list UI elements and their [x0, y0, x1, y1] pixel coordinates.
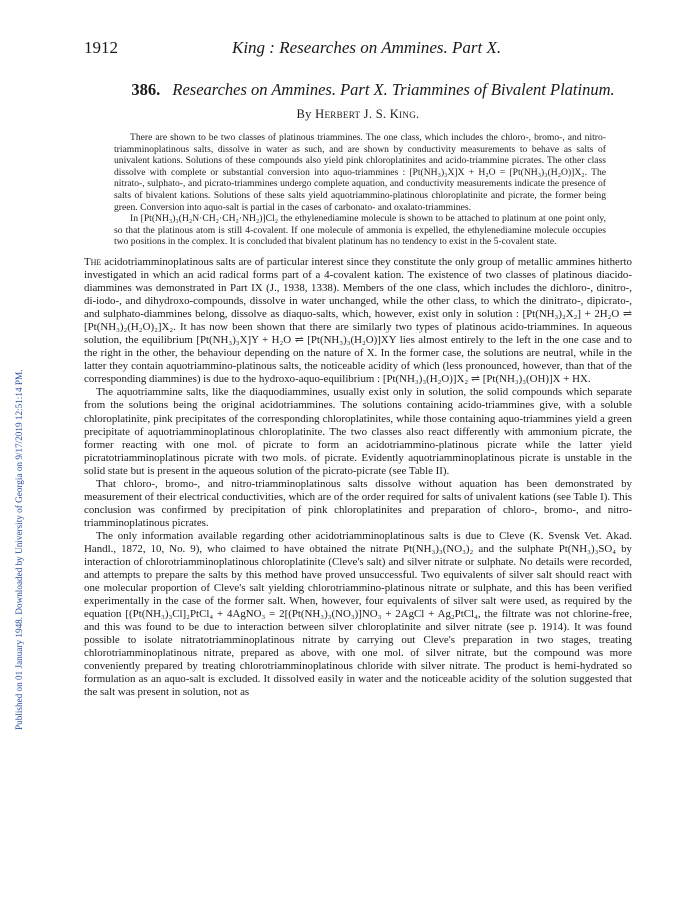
download-stamp-text: Published on 01 January 1948. Downloaded by University of Georgia on 9/17/2019 12:51:14 PM. [14, 369, 24, 730]
article [84, 80, 632, 700]
body-paragraph [84, 256, 632, 386]
download-stamp [2, 130, 24, 730]
body-text [84, 256, 632, 700]
author-line [84, 107, 632, 122]
body-paragraph: That chloro-, bromo-, and nitro-triamminoplatinous salts dissolve without aquation has been demonstrated by measurement of their electrical conductivities, which are of the order required for salts of univalent kations (see Table I). This conclusion was confirmed by precipitation of pink chloroplatinites and preparation of chloro-, bromo-, and nitro-triamminoplatinous picrates. [84, 477, 632, 529]
abstract-paragraph: In [Pt(NH₃)₃(H₂N·CH₂·CH₂·NH₂)]Cl₂ the ethylenediamine molecule is shown to be attached to platinum at one point only, so that the platinous atom is still 4-covalent. If one molecule of ammonia is expelled, the ethylenediamine molecule occupies two positions in the complex. It is concluded that bivalent platinum has no tendency to exist in the 5-covalent state. [114, 213, 606, 248]
article-title: Researches on Ammines. Part X. Triammines of Bivalent Platinum. [172, 80, 615, 99]
running-head [84, 38, 624, 60]
body-paragraph: The only information available regarding other acidotriamminoplatinous salts is due to Cleve (K. Svensk Vet. Akad. Handl., 1872, 10, No. 9), who claimed to have obtained the nitrate Pt(NH₃)₃(NO₃)₂ and the sulphate Pt(NH₃)₃SO₄ by interaction of chlorotriamminoplatinous chloroplatinite (Cleve's salt) and silver nitrate or sulphate. No details were recorded, and attempts to prepare the salts by this method have proved unsuccessful. Two equivalents of silver salt should react with one molecular proportion of Cleve's salt yielding chlorotriammino-platinous nitrate or sulphate, and this has been verified experimentally in the case of the former salt. When, however, four equivalents of silver salt were used, as required by the equation [(Pt(NH₃)₃Cl]₂PtCl₄ + 4AgNO₃ = 2[(Pt(NH₃)₃(NO₃)]NO₃ + 2AgCl + Ag₂PtCl₄, the filtrate was not chlorine-free, and this was found to be due to interaction between silver chloroplatinite and silver nitrate (see p. 1914). It was found possible to isolate nitratotriamminoplatinous nitrate by carrying out Cleve's preparation in two stages, treating chlorotriamminoplatinous nitrate, prepared as above, with one mol. of silver nitrate, but the compound was more conveniently prepared by treating chlorotriamminoplatinous chloride with silver nitrate. The product is hemi-hydrated so formulation as an aquo-salt is excluded. It dissolved easily in water and the noticeable acidity of the solution suggested that the salt was present in solution, not as [84, 529, 632, 699]
author-name: Herbert J. S. King. [315, 107, 420, 121]
body-paragraph: The aquotriammine salts, like the diaquodiammines, usually exist only in solution, the solid compounds which separate from the solutions being the original acidotriammines. The solutions containing acido-triammines give, with a soluble chloroplatinite, pink precipitates of the corresponding chloroplatinites, while those containing aquo-triammines yield a green precipitate of aquotriamminoplatinous chloroplatinite. The two classes also react differently with ammonium picrate, the former reacting with one mol. of picrate to form an acidotriammino-platinous picrate while the latter yield picratotriamminoplatinous picrate with two mols. of picrate. Evidently aquotriamminoplatinous picrate is unstable in the solid state but is present in the aqueous solution of the picrato-picrate (see Table II). [84, 386, 632, 477]
article-number: 386. [131, 80, 161, 99]
running-title: King : Researches on Ammines. Part X. [232, 38, 502, 57]
page-number: 1912 [84, 38, 118, 57]
abstract [114, 132, 606, 248]
lead-word: The [84, 255, 102, 268]
article-title-block [84, 80, 632, 100]
body-paragraph-text: acidotriamminoplatinous salts are of particular interest since they constitute the only group of metallic ammines hitherto investigated in which an acid radical forms part of a 4-covalent kation. The existence of two classes of platinous diacido-diammines was demonstrated in Part IX (J., 1938, 1338). Members of the one class, which includes the dichloro-, dinitro-, di-iodo-, and dihydroxo-compounds, dissolve in water unchanged, while the other class, to which the dinitrato-, dipicrato-, and sulphato-diammines belong, dissolve as diaquo-salts, which, however, exist only in solution : [Pt(NH₃)₂X₂] + 2H₂O ⇌ [Pt(NH₃)₂(H₂O)₂]X₂. It has now been shown that there are similarly two types of platinous acido-triammines. In aqueous solution, the equilibrium [Pt(NH₃)₃X]Y + H₂O ⇌ [Pt(NH₃)₃(H₂O)]XY lies almost entirely to the left in the one case and to the right in the other, the behaviour depending on the nature of X. In the former case, the solutions are neutral, while in the latter they contain aquotriammino-platinous salts, the noticeable acidity of which (less pronounced, however, than that of the corresponding diammines) is due to the hydroxo-aquo-equilibrium : [Pt(NH₃)₃(H₂O)]X₂ ⇌ [Pt(NH₃)₃(OH)]X + HX. [84, 255, 632, 386]
abstract-paragraph: There are shown to be two classes of platinous triammines. The one class, which includes the chloro-, bromo-, and nitro-triamminoplatinous salts, dissolve in water as such, and are shown by conductivity measurements to behave as salts of univalent kations. Solutions of these compounds also yield pink chloroplatinites and acido-triammine picrates. The other class dissolve with complete or substantial conversion into aquo-triammines : [Pt(NH₃)₃X]X + H₂O = [Pt(NH₃)₃(H₂O)]X₂. The nitrato-, sulphato-, and picrato-triammines undergo complete aquation, and conductivity measurements indicate the presence of salts of bivalent kations. Solutions of these salts yield aquotriammino-platinous chloroplatinite and picrate, the former being green. Conversion into aquo-salt is partial in the cases of carbonato- and oxalato-triammines. [114, 132, 606, 213]
author-prefix: By [296, 107, 312, 121]
